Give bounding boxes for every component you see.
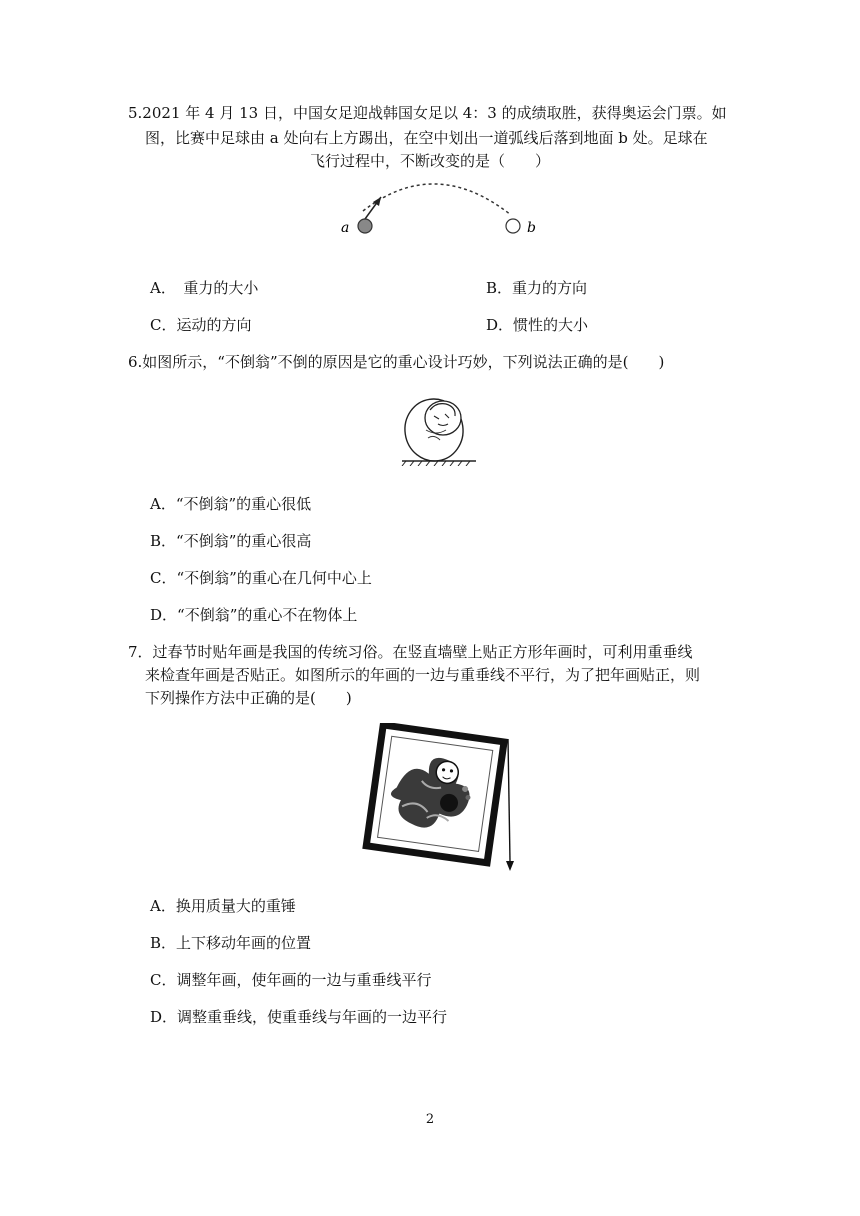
q6-option-c: C．“不倒翁”的重心在几何中心上 xyxy=(150,569,372,587)
q6-stem-line-1: 6.如图所示，“不倒翁”不倒的原因是它的重心设计巧妙，下列说法正确的是( ) xyxy=(128,353,665,371)
new-year-painting-figure xyxy=(360,723,520,873)
q5-option-a: A． 重力的大小 xyxy=(150,279,259,297)
q7-option-c: C．调整年画，使年画的一边与重垂线平行 xyxy=(150,971,432,989)
q5-stem-line-2: 图，比赛中足球由 a 处向右上方踢出，在空中划出一道弧线后落到地面 b 处。足球在 xyxy=(145,129,708,147)
ball-b-icon xyxy=(506,219,520,233)
q7-stem-line-3: 下列操作方法中正确的是( ) xyxy=(145,689,352,707)
tumbler-toy-figure xyxy=(398,392,480,466)
q6-option-d: D．“不倒翁”的重心不在物体上 xyxy=(150,606,358,624)
q7-option-d: D．调整重垂线，使重垂线与年画的一边平行 xyxy=(150,1008,448,1026)
page-number: 2 xyxy=(425,1112,435,1127)
plumb-bob-icon xyxy=(506,861,514,871)
q7-option-b: B．上下移动年画的位置 xyxy=(150,934,312,952)
plumb-line xyxy=(508,739,510,861)
label-b: b xyxy=(527,220,536,236)
q7-option-a: A．换用质量大的重锤 xyxy=(150,897,296,915)
q7-stem-line-1: 7．过春节时贴年画是我国的传统习俗。在竖直墙壁上贴正方形年画时，可利用重垂线 xyxy=(128,643,693,661)
q5-option-c: C．运动的方向 xyxy=(150,316,252,334)
q6-option-a: A．“不倒翁”的重心很低 xyxy=(150,495,312,513)
label-a: a xyxy=(341,220,350,236)
ball-trajectory-figure xyxy=(335,175,545,240)
q7-stem-line-2: 来检查年画是否贴正。如图所示的年画的一边与重垂线不平行，为了把年画贴正，则 xyxy=(145,666,701,684)
q5-option-d: D．惯性的大小 xyxy=(486,316,589,334)
ball-a-icon xyxy=(358,219,372,233)
q5-option-b: B．重力的方向 xyxy=(486,279,588,297)
q6-option-b: B．“不倒翁”的重心很高 xyxy=(150,532,312,550)
q5-stem-line-3: 飞行过程中，不断改变的是（ ） xyxy=(309,152,550,170)
q5-stem-line-1: 5.2021 年 4 月 13 日，中国女足迎战韩国女足以 4：3 的成绩取胜，获得奥运会门票。如 xyxy=(128,104,727,122)
